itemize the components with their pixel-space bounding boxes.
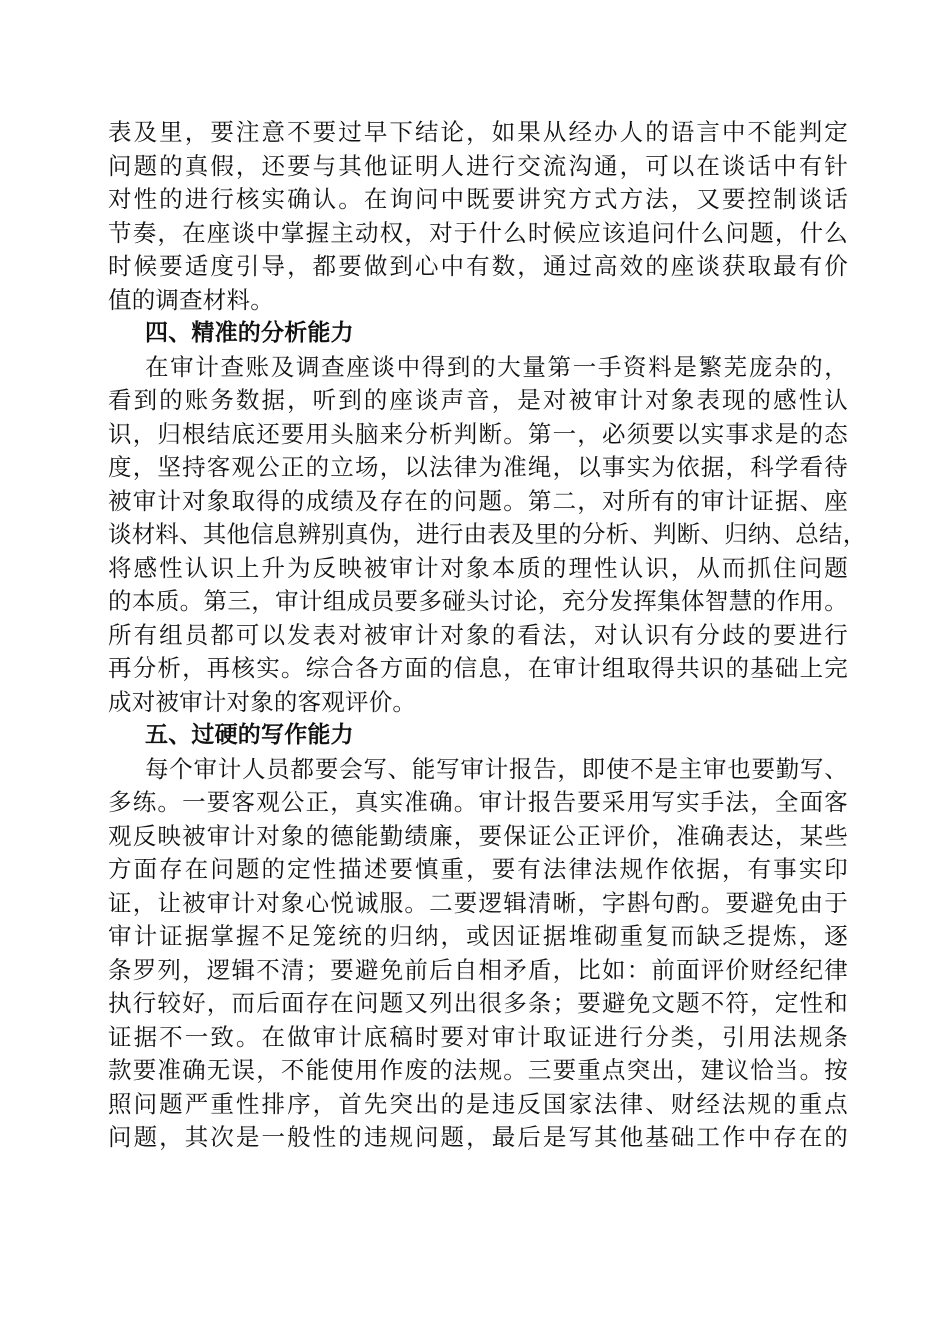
text-line: 观反映被审计对象的德能勤绩廉，要保证公正评价，准确表达，某些 [108,821,848,850]
text-line: 将感性认识上升为反映被审计对象本质的理性认识，从而抓住问题 [108,553,848,582]
text-line: 对性的进行核实确认。在询问中既要讲究方式方法，又要控制谈话 [108,185,848,213]
text-line: 证，让被审计对象心悦诚服。二要逻辑清晰，字斟句酌。要避免由于 [108,888,848,917]
text-line: 看到的账务数据，听到的座谈声音，是对被审计对象表现的感性认 [108,386,848,414]
text-line: 值的调查材料。 [108,285,274,314]
document-body [108,116,867,1155]
paragraph-writing [108,753,848,1155]
text-line: 时候要适度引导，都要做到心中有数，通过高效的座谈获取最有价 [108,252,848,280]
text-line: 的本质。第三，审计组成员要多碰头讨论，充分发挥集体智慧的作用。 [108,587,848,615]
section-heading-analysis: 四、精准的分析能力 [145,320,354,346]
text-line: 条罗列，逻辑不清；要避免前后自相矛盾，比如：前面评价财经纪律 [108,955,848,984]
paragraph-analysis [108,351,867,720]
text-line: 多练。一要客观公正，真实准确。审计报告要采用写实手法，全面客 [108,788,848,816]
text-line: 节奏，在座谈中掌握主动权，对于什么时候应该追问什么问题，什么 [108,218,848,247]
text-line: 方面存在问题的定性描述要慎重，要有法律法规作依据，有事实印 [108,855,848,883]
text-line: 成对被审计对象的客观评价。 [108,687,417,716]
text-line: 再分析，再核实。综合各方面的信息，在审计组取得共识的基础上完 [108,654,848,682]
text-line: 每个审计人员都要会写、能写审计报告，即使不是主审也要勤写、 [145,754,848,783]
text-line: 审计证据掌握不足笼统的归纳，或因证据堆砌重复而缺乏提炼，逐 [108,922,848,950]
text-line: 谈材料、其他信息辨别真伪，进行由表及里的分析、判断、归纳、总结， [108,520,867,548]
text-line: 表及里，要注意不要过早下结论，如果从经办人的语言中不能判定 [108,118,848,146]
paragraph-continued [108,116,848,317]
text-line: 问题，其次是一般性的违规问题，最后是写其他基础工作中存在的 [108,1123,848,1151]
text-line: 识，归根结底还要用头脑来分析判断。第一，必须要以实事求是的态 [108,419,848,448]
text-line: 度，坚持客观公正的立场，以法律为准绳，以事实为依据，科学看待 [108,453,848,481]
text-line: 被审计对象取得的成绩及存在的问题。第二，对所有的审计证据、座 [108,486,848,515]
text-line: 证据不一致。在做审计底稿时要对审计取证进行分类，引用法规条 [108,1022,848,1051]
text-line: 执行较好，而后面存在问题又列出很多条；要避免文题不符，定性和 [108,989,848,1017]
text-line: 所有组员都可以发表对被审计对象的看法，对认识有分歧的要进行 [108,620,848,649]
text-line: 照问题严重性排序，首先突出的是违反国家法律、财经法规的重点 [108,1089,848,1118]
text-line: 款要准确无误，不能使用作废的法规。三要重点突出，建议恰当。按 [108,1056,848,1084]
text-line: 在审计查账及调查座谈中得到的大量第一手资料是繁芜庞杂的， [145,352,848,381]
section-heading-writing: 五、过硬的写作能力 [145,722,354,748]
text-line: 问题的真假，还要与其他证明人进行交流沟通，可以在谈话中有针 [108,151,848,180]
